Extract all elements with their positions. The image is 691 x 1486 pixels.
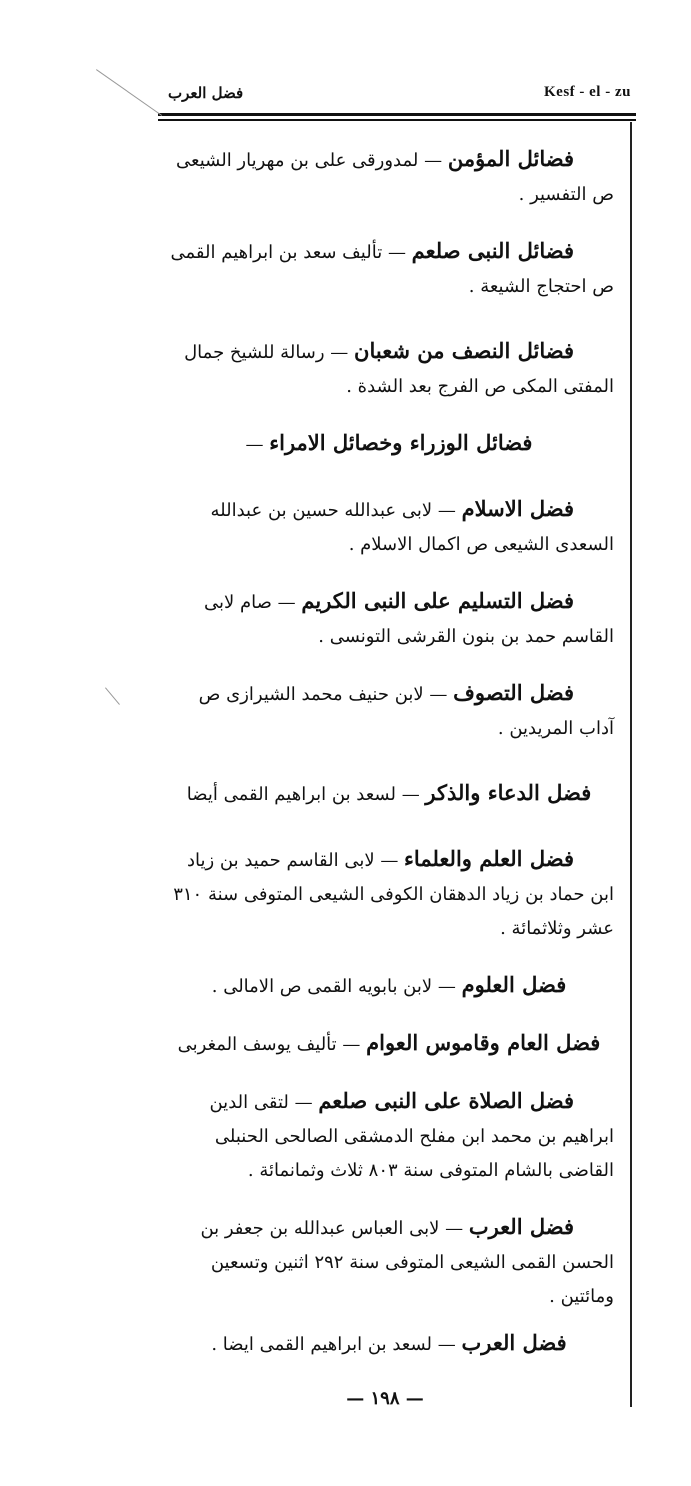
entry-title: فضل التصوف — [453, 680, 574, 705]
entry-title: فضائل النصف من شعبان — [354, 338, 574, 363]
entry-text: — تأليف يوسف المغربى — [177, 1034, 367, 1055]
entry-title: فضل العلوم — [461, 972, 567, 997]
entry-text: — لابن بابويه القمى ص الامالى . — [211, 976, 462, 997]
header-rule-thick — [158, 113, 636, 116]
entry-title: فضل العام وقاموس العوام — [366, 1030, 601, 1055]
entry — [164, 426, 614, 462]
entry — [164, 968, 614, 1004]
entry-title: فضل الاسلام — [461, 496, 574, 521]
entry-text: — لابن حنيف محمد الشيرازى ص آداب المريدين . — [198, 684, 614, 739]
entry-text: — — [245, 434, 270, 455]
entry-title: فضائل النبى صلعم — [411, 238, 574, 263]
entry-text: — رسالة للشيخ جمال المفتى المكى ص الفرج بعد الشدة . — [184, 342, 614, 397]
entry-text: — صام لابى القاسم حمد بن بنون القرشى التونسى . — [204, 592, 614, 647]
scan-mark — [105, 687, 120, 704]
entry-text: — لمدورقى على بن مهريار الشيعى ص التفسير . — [176, 150, 614, 205]
entry — [164, 234, 614, 304]
entry-title: فضل التسليم على النبى الكريم — [301, 588, 574, 613]
entry — [164, 776, 614, 812]
entry — [164, 584, 614, 654]
entry-title: فضائل المؤمن — [447, 146, 574, 171]
entry — [164, 1026, 614, 1062]
entry-text: — لابى عبدالله حسين بن عبدالله السعدى الشيعى ص اكمال الاسلام . — [210, 500, 614, 555]
entry-text: — تأليف سعد بن ابراهيم القمى ص احتجاج الشيعة . — [170, 242, 614, 297]
entry-title: فضل العلم والعلماء — [404, 846, 574, 871]
entry-text: — لابى العباس عبدالله بن جعفر بن الحسن القمى الشيعى المتوفى سنة ٢٩٢ اثنين وتسعين ومائتين . — [200, 1218, 614, 1307]
entry-title: فضل الصلاة على النبى صلعم — [318, 1088, 574, 1113]
entry-title: فضل العرب — [461, 1330, 567, 1355]
entry — [164, 142, 614, 212]
entry-text: — لابى القاسم حميد بن زياد ابن حماد بن زياد الدهقان الكوفى الشيعى المتوفى سنة ٣١٠ عشر وثلاثمائة . — [173, 850, 614, 939]
entry — [164, 334, 614, 404]
running-head-arabic: فضل العرب — [168, 84, 244, 102]
entry-title: فضل الدعاء والذكر — [425, 780, 592, 805]
margin-rule — [630, 122, 632, 1407]
entry — [164, 842, 614, 946]
entry — [164, 1210, 614, 1314]
entry — [164, 492, 614, 562]
entry-text: — لسعد بن ابراهيم القمى ايضا . — [211, 1334, 462, 1355]
entry-title: فضل العرب — [468, 1214, 574, 1239]
entry-title: فضائل الوزراء وخصائل الامراء — [269, 430, 533, 455]
entry-list — [164, 142, 614, 1362]
entry-text: — لتقى الدين ابراهيم بن محمد ابن مفلح الدمشقى الصالحى الحنبلى القاضى بالشام المتوفى سنة ٨٠٣ ثلاث وثمانمائة . — [209, 1092, 614, 1181]
entry — [164, 1326, 614, 1362]
entry — [164, 676, 614, 746]
entry-text: — لسعد بن ابراهيم القمى أيضا — [186, 784, 426, 805]
entry — [164, 1084, 614, 1188]
header-rule-thin — [158, 119, 636, 121]
running-head-latin: Kesf - el - zu — [544, 84, 631, 100]
scan-mark — [96, 69, 162, 116]
page-number: — ١٩٨ — — [346, 1388, 424, 1409]
